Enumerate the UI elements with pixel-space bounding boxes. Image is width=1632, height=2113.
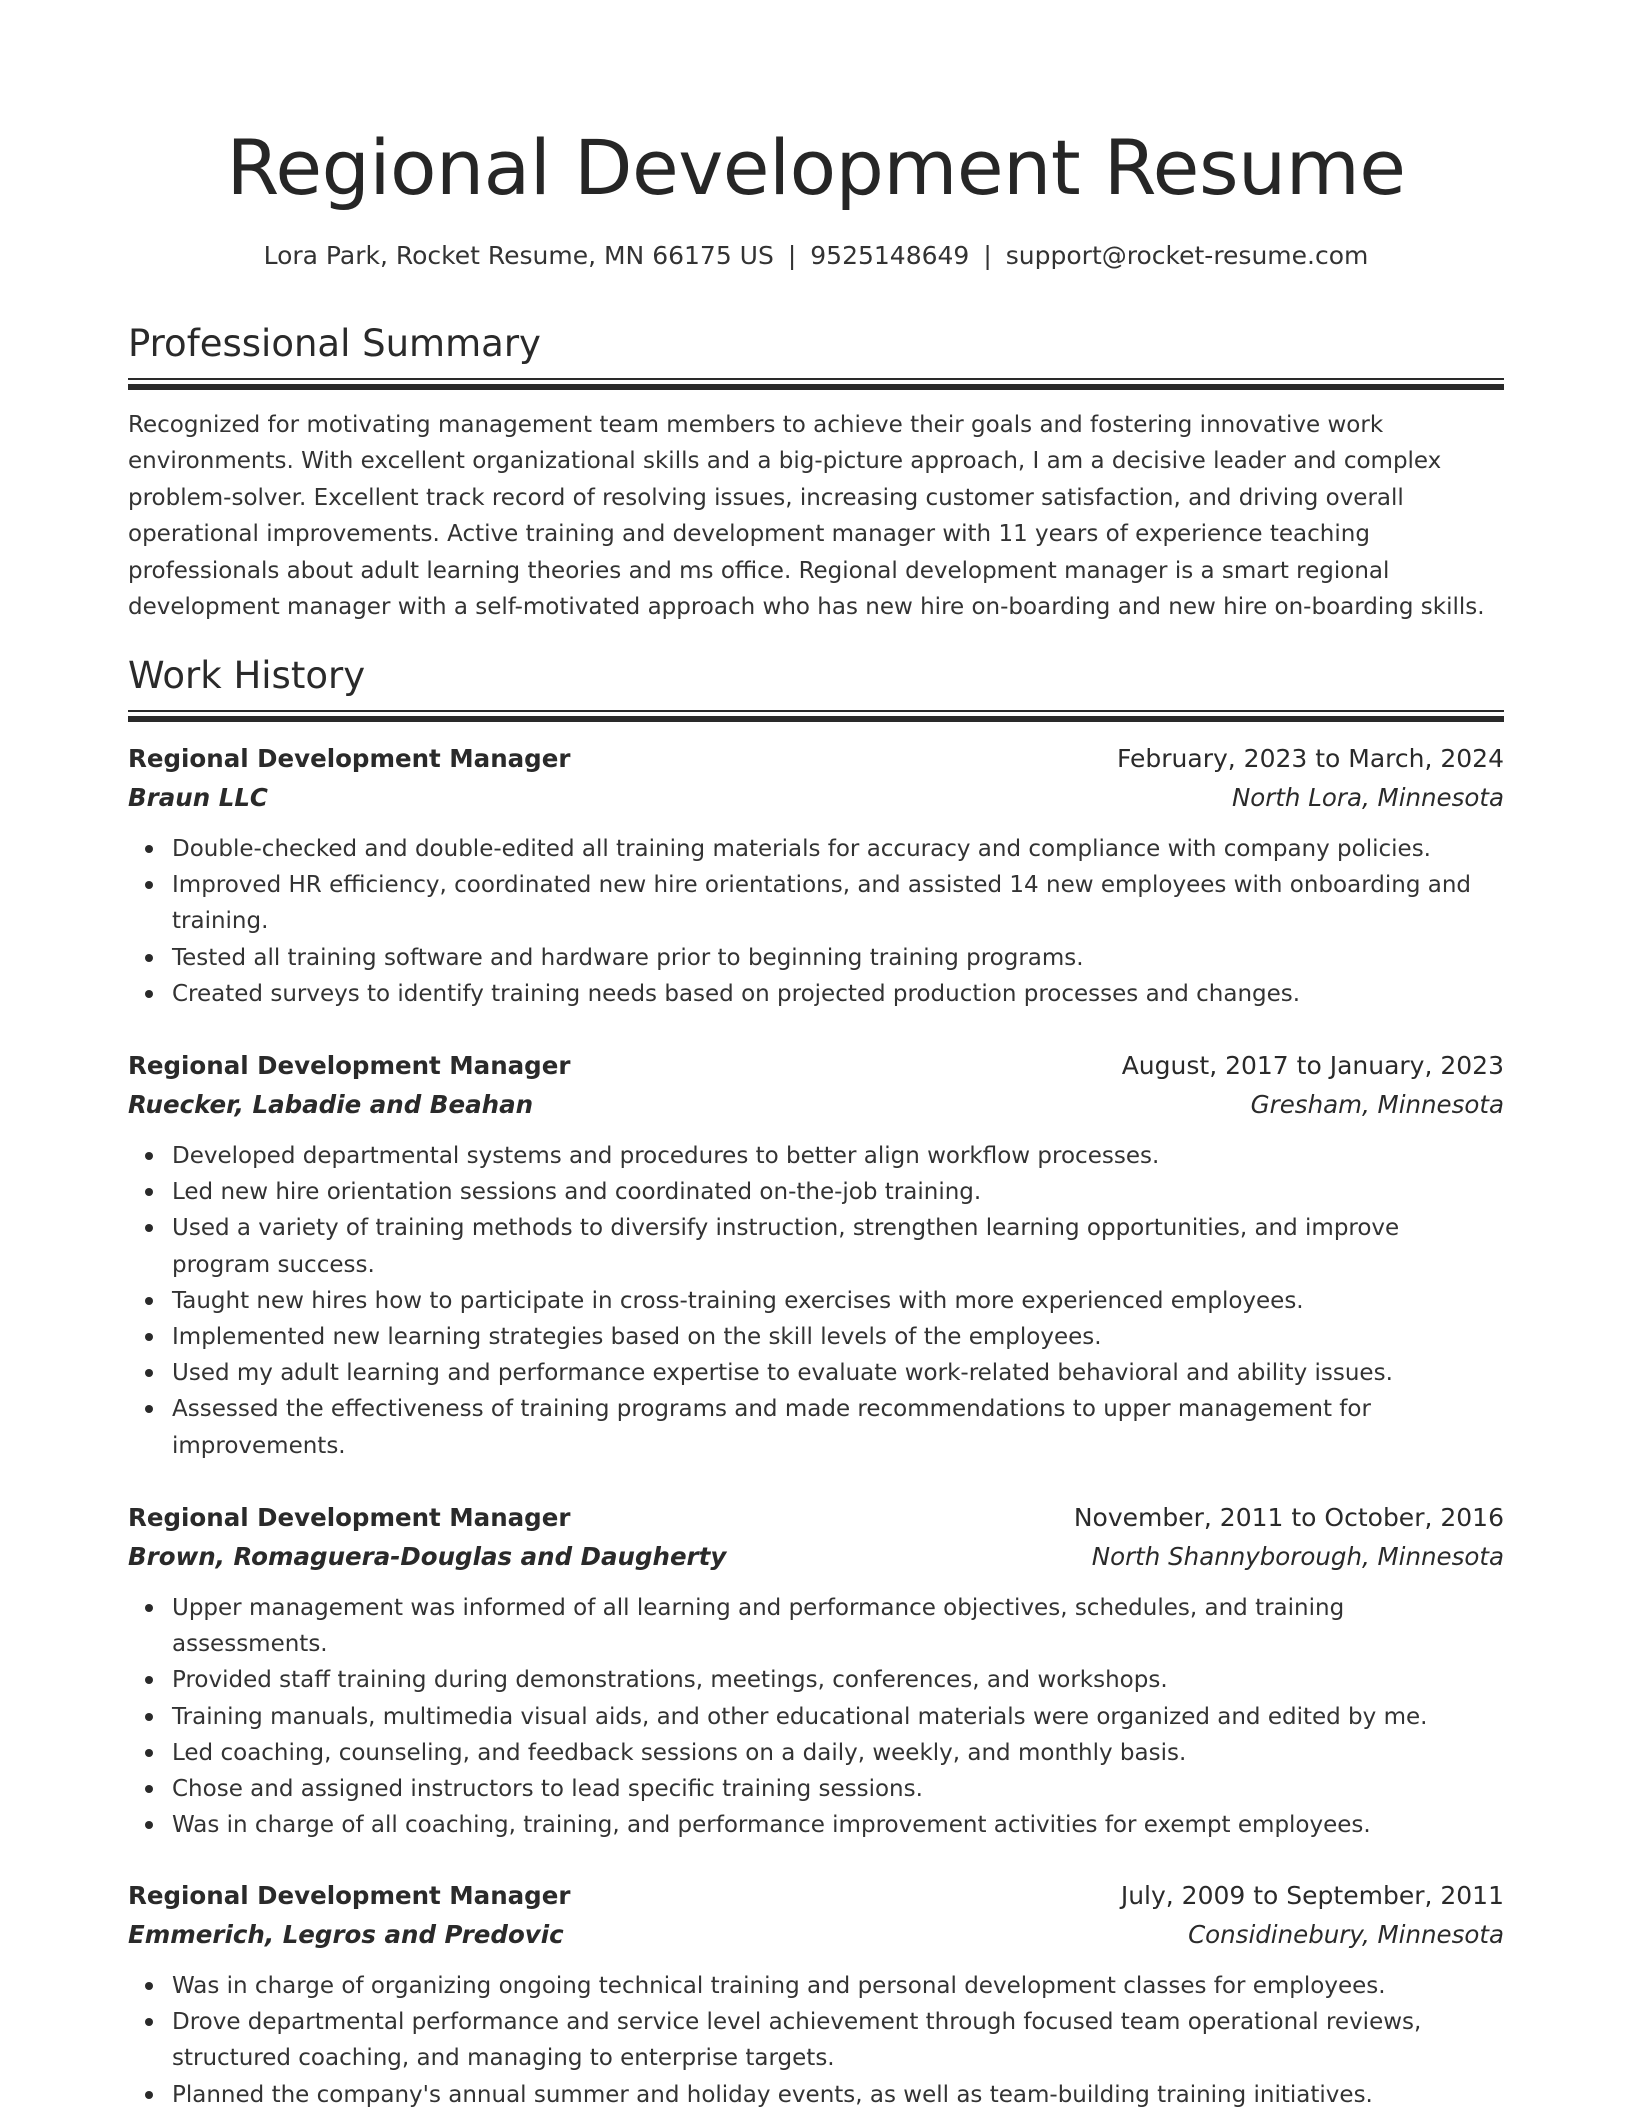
job-location: North Lora, Minnesota [1231,783,1504,812]
summary-heading: Professional Summary [128,322,541,365]
bullet-item: Improved HR efficiency, coordinated new hire orientations, and assisted 14 new employees with onboarding and training. [128,867,1504,939]
bullet-item: Tested all training software and hardware prior to beginning training programs. [128,940,1504,976]
work-history-heading: Work History [128,654,366,697]
contact-line [128,238,1504,274]
job-company: Braun LLC [128,783,268,812]
bullet-item: Provided staff training during demonstrations, meetings, conferences, and workshops. [128,1662,1504,1698]
bullet-item: Was in charge of organizing ongoing technical training and personal development classes for employees. [128,1968,1504,2004]
job-entry [128,1498,1504,1843]
job-location: Considinebury, Minnesota [1188,1920,1504,1949]
bullet-item: Implemented new learning strategies based on the skill levels of the employees. [128,1319,1504,1355]
bullet-item: Upper management was informed of all learning and performance objectives, schedules, and training assessments. [128,1590,1504,1662]
section-divider [128,710,1504,722]
contact-address: Lora Park, Rocket Resume, MN 66175 US [263,241,774,270]
job-company: Brown, Romaguera-Douglas and Daugherty [128,1542,727,1571]
contact-separator: | [983,241,992,270]
bullet-item: Used my adult learning and performance expertise to evaluate work-related behavioral and ability issues. [128,1355,1504,1391]
bullet-item: Chose and assigned instructors to lead specific training sessions. [128,1771,1504,1807]
job-location: Gresham, Minnesota [1250,1090,1504,1119]
bullet-item: Assessed the effectiveness of training programs and made recommendations to upper management for improvements. [128,1391,1504,1463]
contact-phone: 9525148649 [810,241,970,270]
job-dates: August, 2017 to January, 2023 [1121,1051,1504,1080]
job-dates: July, 2009 to September, 2011 [1120,1881,1504,1910]
bullet-item: Planned the company's annual summer and holiday events, as well as team-building training initiatives. [128,2077,1504,2113]
job-bullets [128,1590,1504,1843]
contact-email: support@rocket-resume.com [1005,241,1369,270]
job-bullets [128,1968,1504,2113]
bullet-item: Double-checked and double-edited all training materials for accuracy and compliance with company policies. [128,831,1504,867]
bullet-item: Training manuals, multimedia visual aids, and other educational materials were organized and edited by me. [128,1699,1504,1735]
summary-text: Recognized for motivating management team members to achieve their goals and fostering innovative work environments. With excellent organizational skills and a big-picture approach, I am a decisive leader and complex problem-solver. Excellent track record of resolving issues, increasing customer satisfaction, and driving overall operational improvements. Active training and development manager with 11 years of experience teaching professionals about adult learning theories and ms office. Regional development manager is a smart regional development manager with a self-motivated approach who has new hire on-boarding and new hire on-boarding skills. [128,412,1485,621]
job-bullets [128,831,1504,1012]
job-dates: November, 2011 to October, 2016 [1073,1503,1504,1532]
job-entry [128,1046,1504,1464]
job-title: Regional Development Manager [128,744,571,773]
bullet-item: Was in charge of all coaching, training, and performance improvement activities for exempt employees. [128,1807,1504,1843]
contact-separator: | [787,241,797,270]
bullet-item: Created surveys to identify training needs based on projected production processes and changes. [128,976,1504,1012]
bullet-item: Developed departmental systems and procedures to better align workflow processes. [128,1138,1504,1174]
job-entry [128,1876,1504,2113]
job-company: Ruecker, Labadie and Beahan [128,1090,534,1119]
bullet-item: Led coaching, counseling, and feedback sessions on a daily, weekly, and monthly basis. [128,1735,1504,1771]
section-divider [128,378,1504,390]
job-title: Regional Development Manager [128,1051,571,1080]
job-title: Regional Development Manager [128,1503,571,1532]
bullet-item: Led new hire orientation sessions and coordinated on-the-job training. [128,1174,1504,1210]
resume-title: Regional Development Resume [226,123,1406,212]
bullet-item: Taught new hires how to participate in cross-training exercises with more experienced employees. [128,1283,1504,1319]
bullet-item: Used a variety of training methods to diversify instruction, strengthen learning opportunities, and improve program success. [128,1210,1504,1282]
job-title: Regional Development Manager [128,1881,571,1910]
job-location: North Shannyborough, Minnesota [1091,1542,1504,1571]
bullet-item: Drove departmental performance and service level achievement through focused team operational reviews, structured coaching, and managing to enterprise targets. [128,2004,1504,2076]
job-bullets [128,1138,1504,1464]
job-dates: February, 2023 to March, 2024 [1116,744,1504,773]
job-company: Emmerich, Legros and Predovic [128,1920,564,1949]
job-entry [128,739,1504,1012]
